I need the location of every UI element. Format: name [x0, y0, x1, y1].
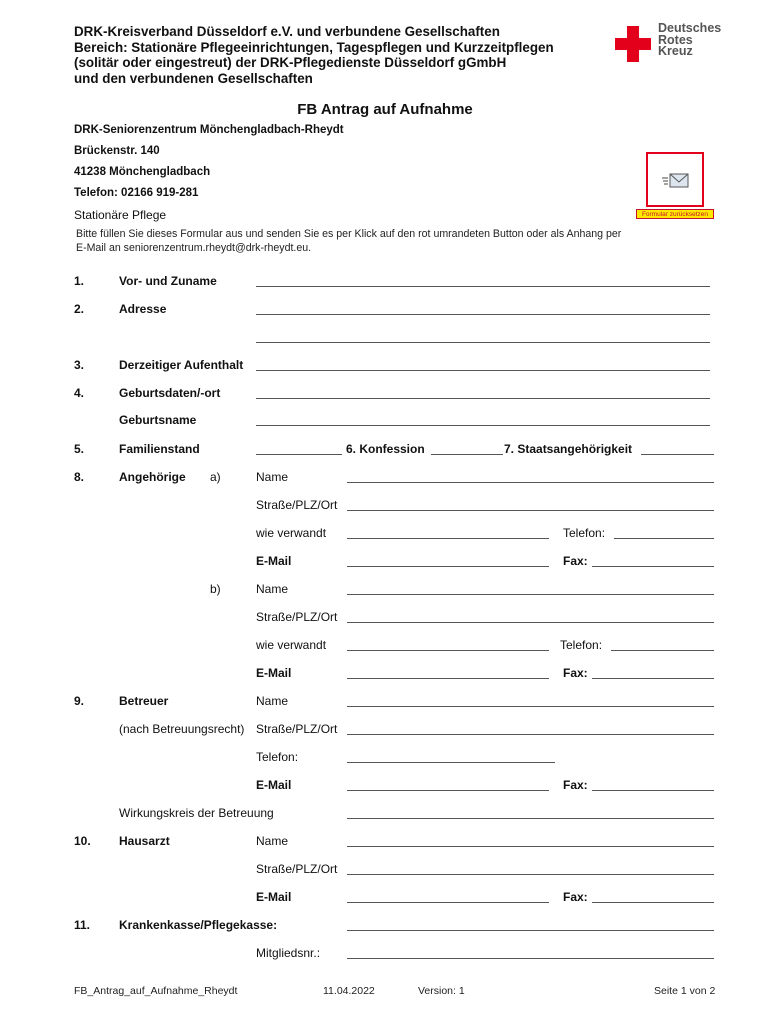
label-doctor-email: E-Mail [256, 890, 292, 904]
label-relative-b-phone: Telefon: [560, 638, 603, 652]
facility-phone: Telefon: 02166 919-281 [74, 187, 199, 199]
relative-b-marker: b) [210, 582, 221, 596]
facility-street: Brückenstr. 140 [74, 145, 160, 157]
relative-a-relation-field[interactable] [347, 538, 549, 539]
relative-a-fax-field[interactable] [592, 566, 714, 567]
relative-b-phone-field[interactable] [611, 650, 714, 651]
label-relative-a-fax: Fax: [563, 554, 588, 568]
doctor-fax-field[interactable] [592, 902, 714, 903]
envelope-icon [662, 172, 690, 190]
field-number-4: 4. [74, 386, 85, 400]
relative-b-email-field[interactable] [347, 678, 549, 679]
label-relative-b-fax: Fax: [563, 666, 588, 680]
relative-a-name-field[interactable] [347, 482, 714, 483]
address-field-line-1[interactable] [256, 314, 710, 315]
label-relative-b-name: Name [256, 582, 289, 596]
doctor-email-field[interactable] [347, 902, 549, 903]
label-guardian-fax: Fax: [563, 778, 588, 792]
label-guardianship-law: (nach Betreuungsrecht) [119, 722, 245, 736]
header-line-3: (solitär oder eingestreut) der DRK-Pflegedienste Düsseldorf gGmbH [74, 55, 507, 70]
field-number-11: 11. [74, 918, 91, 932]
label-health-insurance: Krankenkasse/Pflegekasse: [119, 918, 278, 932]
label-relative-a-name: Name [256, 470, 289, 484]
field-number-5: 5. [74, 442, 85, 456]
label-relative-b-relation: wie verwandt [256, 638, 327, 652]
label-address: Adresse [119, 302, 167, 316]
label-birth-name: Geburtsname [119, 413, 197, 427]
label-doctor-fax: Fax: [563, 890, 588, 904]
header-line-2: Bereich: Stationäre Pflegeeinrichtungen, Tagespflegen und Kurzzeitpflegen [74, 39, 554, 55]
label-guardian-email: E-Mail [256, 778, 292, 792]
address-field-line-2[interactable] [256, 342, 710, 343]
relative-a-marker: a) [210, 470, 221, 484]
relative-a-email-field[interactable] [347, 566, 549, 567]
label-guardian-phone: Telefon: [256, 750, 299, 764]
label-member-number: Mitgliedsnr.: [256, 946, 321, 960]
label-relative-a-street: Straße/PLZ/Ort [256, 498, 338, 512]
relative-a-phone-field[interactable] [614, 538, 714, 539]
birth-data-field[interactable] [256, 398, 710, 399]
footer-version: Version: 1 [418, 985, 465, 997]
instructions-line-2: E-Mail an seniorenzentrum.rheydt@drk-rheydt.eu. [76, 241, 312, 254]
label-marital-status: Familienstand [119, 442, 200, 456]
guardian-email-field[interactable] [347, 790, 549, 791]
facility-department: Stationäre Pflege [74, 208, 167, 222]
header-line-4: und den verbundenen Gesellschaften [74, 70, 313, 86]
label-doctor-street: Straße/PLZ/Ort [256, 862, 338, 876]
label-relatives: Angehörige [119, 470, 186, 484]
label-guardian: Betreuer [119, 694, 169, 708]
label-relative-a-email: E-Mail [256, 554, 292, 568]
label-doctor-name: Name [256, 834, 289, 848]
label-full-name: Vor- und Zuname [119, 274, 217, 288]
label-family-doctor: Hausarzt [119, 834, 170, 848]
doctor-name-field[interactable] [347, 846, 714, 847]
label-relative-a-phone: Telefon: [563, 526, 606, 540]
footer-date: 11.04.2022 [323, 985, 375, 997]
label-nationality: 7. Staatsangehörigkeit [504, 442, 633, 456]
reset-form-button[interactable]: Formular zurücksetzen [636, 209, 714, 219]
full-name-field[interactable] [256, 286, 710, 287]
facility-name: DRK-Seniorenzentrum Mönchengladbach-Rheydt [74, 124, 344, 136]
member-number-field[interactable] [347, 958, 714, 959]
marital-status-field[interactable] [256, 454, 342, 455]
label-relative-b-street: Straße/PLZ/Ort [256, 610, 338, 624]
label-guardianship-scope: Wirkungskreis der Betreuung [119, 806, 274, 820]
guardianship-scope-field[interactable] [347, 818, 714, 819]
footer-page-number: Seite 1 von 2 [654, 985, 716, 997]
drk-logo-text [658, 23, 721, 58]
guardian-street-field[interactable] [347, 734, 714, 735]
birth-name-field[interactable] [256, 425, 710, 426]
relative-b-fax-field[interactable] [592, 678, 714, 679]
label-guardian-name: Name [256, 694, 289, 708]
page-title: FB Antrag auf Aufnahme [297, 101, 473, 118]
guardian-fax-field[interactable] [592, 790, 714, 791]
instructions-line-1: Bitte füllen Sie dieses Formular aus und senden Sie es per Klick auf den rot umrandeten Button oder als Anhang per [76, 228, 622, 240]
relative-b-relation-field[interactable] [347, 650, 549, 651]
relative-b-street-field[interactable] [347, 622, 714, 623]
denomination-field[interactable] [431, 454, 503, 455]
send-email-button[interactable] [646, 152, 704, 207]
footer-document-name: FB_Antrag_auf_Aufnahme_Rheydt [74, 985, 238, 997]
field-number-2: 2. [74, 302, 85, 316]
logo-line-1: Deutsches [658, 21, 722, 35]
label-relative-a-relation: wie verwandt [256, 526, 327, 540]
field-number-9: 9. [74, 694, 85, 708]
facility-city: 41238 Mönchengladbach [74, 166, 211, 178]
relative-a-street-field[interactable] [347, 510, 714, 511]
label-relative-b-email: E-Mail [256, 666, 292, 680]
field-number-3: 3. [74, 358, 85, 372]
label-birth-data: Geburtsdaten/-ort [119, 386, 221, 400]
nationality-field[interactable] [641, 454, 714, 455]
relative-b-name-field[interactable] [347, 594, 714, 595]
header-line-1: DRK-Kreisverband Düsseldorf e.V. und verbundene Gesellschaften [74, 24, 500, 39]
logo-line-3: Kreuz [658, 44, 693, 58]
guardian-phone-field[interactable] [347, 762, 555, 763]
health-insurance-field[interactable] [347, 930, 714, 931]
field-number-1: 1. [74, 274, 85, 288]
organization-header [74, 24, 554, 86]
field-number-10: 10. [74, 834, 91, 848]
field-number-8: 8. [74, 470, 85, 484]
label-current-residence: Derzeitiger Aufenthalt [119, 358, 244, 372]
current-residence-field[interactable] [256, 370, 710, 371]
instructions [76, 228, 621, 255]
logo-line-2: Rotes [658, 32, 693, 47]
label-denomination: 6. Konfession [346, 442, 425, 456]
doctor-street-field[interactable] [347, 874, 714, 875]
guardian-name-field[interactable] [347, 706, 714, 707]
red-cross-icon [615, 26, 651, 62]
label-guardian-street: Straße/PLZ/Ort [256, 722, 338, 736]
